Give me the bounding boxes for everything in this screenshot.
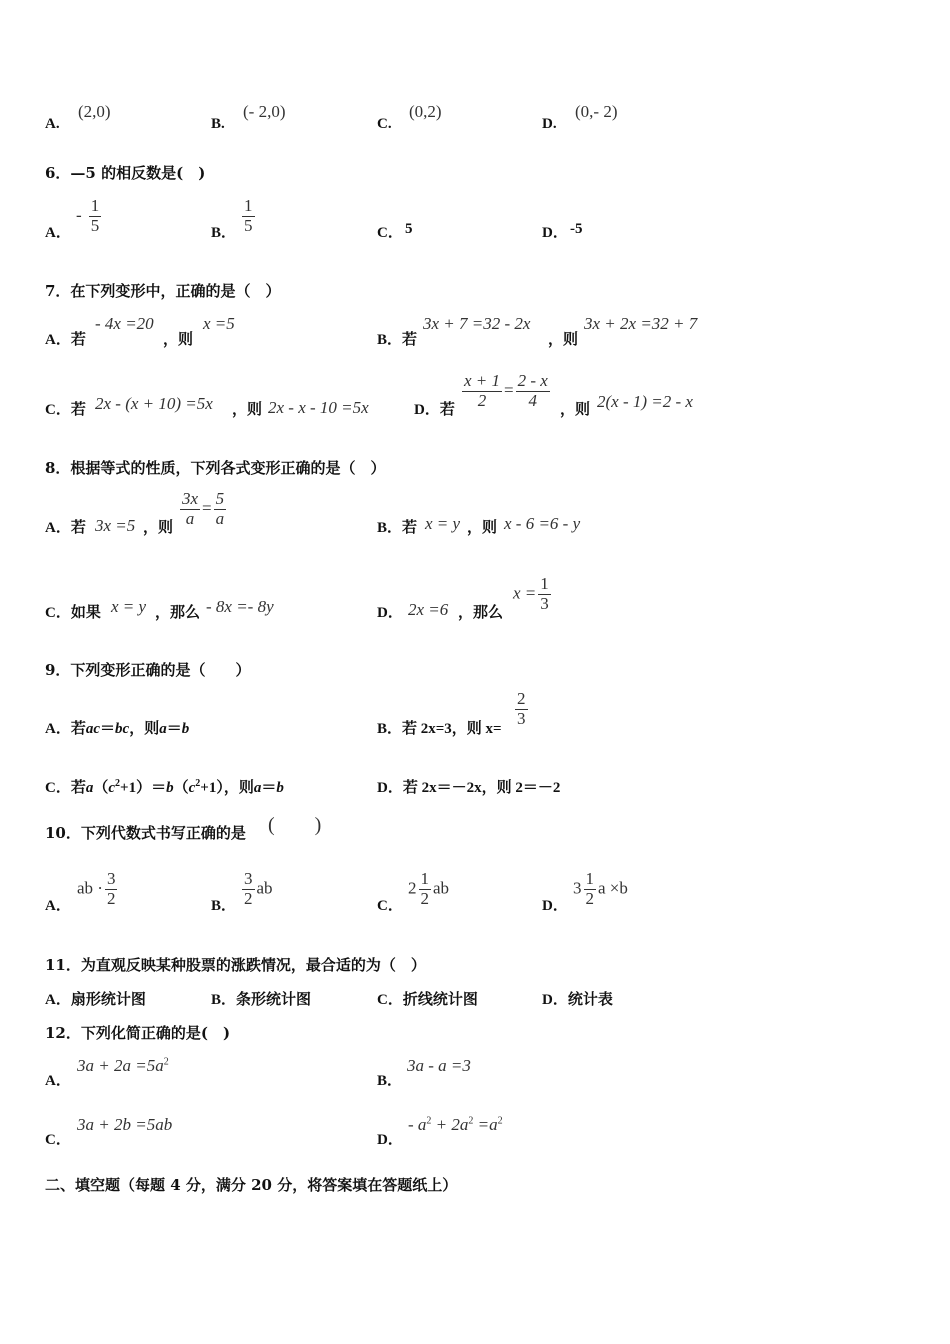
q10-option-b-fraction: $\frac{3}{2}$	[244, 869, 253, 908]
q10-options	[0, 868, 950, 918]
q10-option-b-label: B．	[211, 898, 237, 914]
q10-option-b-post: ab	[256, 878, 273, 898]
q10-option-c-fraction: $\frac{1}{2}$	[420, 869, 429, 908]
q7-option-a-expr2: x =5	[203, 314, 235, 333]
q8-option-a-then: ，则	[143, 520, 174, 536]
q9-stem: 9．下列变形正确的是（ ）	[45, 661, 251, 679]
q7-stem: 7．在下列变形中，正确的是（ ）	[45, 282, 281, 300]
q6-stem: 6．—5 的相反数是( )	[45, 164, 206, 182]
q5-option-c-label: C.	[377, 116, 392, 132]
q7-option-d-fraction-right: $\frac{2 - x}{4}$	[517, 371, 548, 410]
q5-option-a-expr: (2,0)	[78, 102, 111, 121]
q8-option-b-expr2: x - 6 =6 - y	[504, 514, 581, 533]
q8-option-a-fraction-left: $\frac{3x}{a}$	[182, 489, 199, 528]
q11-option-b: B．条形统计图	[211, 992, 312, 1008]
q12-option-d-expr: - $a^2 + 2a^2 =a^2$	[408, 1115, 503, 1134]
q8-stem: 8．根据等式的性质，下列各式变形正确的是（ ）	[45, 459, 386, 477]
q7-option-d-equals: =	[504, 380, 514, 400]
q8-option-d-fraction: $\frac{1}{3}$	[540, 574, 549, 613]
q12-option-c-label: C．	[45, 1132, 71, 1148]
q7-option-b-expr1: 3x + 7 =32 - 2x	[423, 314, 531, 333]
q12-option-b-label: B．	[377, 1073, 403, 1089]
q12-option-b-expr: 3a - a =3	[407, 1056, 471, 1075]
q6-option-a-sign: -	[76, 205, 82, 225]
q8-option-d-expr1: 2x =6	[408, 600, 449, 619]
q10-stem-row	[0, 808, 950, 848]
q6-option-c-value: 5	[405, 221, 413, 237]
q7-option-b-then: ，则	[548, 332, 579, 348]
section-2-title: 二、填空题（每题 4 分，满分 20 分，将答案填在答题纸上）	[45, 1176, 458, 1194]
q5-option-a-label: A.	[45, 116, 60, 132]
q11-option-d: D．统计表	[542, 992, 613, 1008]
q10-option-d-int: 3	[573, 878, 582, 898]
q10-stem: 10．下列代数式书写正确的是	[45, 824, 246, 842]
q10-option-d-post: a ×b	[598, 878, 628, 898]
q7-options-cd	[0, 370, 950, 425]
q7-options-ab	[0, 312, 950, 352]
q8-option-a-label: A．若	[45, 520, 86, 536]
q12-option-d-label: D．	[377, 1132, 403, 1148]
q10-option-a-fraction: $\frac{3}{2}$	[106, 869, 116, 908]
q8-option-c-expr2: - 8x =- 8y	[206, 597, 274, 616]
q9-option-b-label: B．若 2x=3，则 x=	[377, 721, 502, 737]
q7-option-d-then: ，则	[560, 402, 591, 418]
q5-option-b-label: B.	[211, 116, 225, 132]
q9-options-cd	[0, 772, 950, 802]
q6-option-d-label: D．	[542, 225, 568, 241]
q7-option-c-expr2: 2x - x - 10 =5x	[268, 398, 369, 417]
q11-option-a: A．扇形统计图	[45, 992, 146, 1008]
q8-option-c-then: ，那么	[155, 605, 201, 621]
q7-option-d-fraction-left: $\frac{x + 1}{2}$	[464, 371, 501, 410]
q7-option-a-label: A．若	[45, 332, 86, 348]
q6-option-b-label: B．	[211, 225, 237, 241]
q10-option-d-fraction: $\frac{1}{2}$	[585, 869, 594, 908]
q7-option-b-expr2: 3x + 2x =32 + 7	[584, 314, 698, 333]
q8-option-b-expr1: x = y	[425, 514, 461, 533]
q5-option-c-expr: (0,2)	[409, 102, 442, 121]
q10-option-a-pre: ab ·	[77, 878, 103, 898]
q11-option-c: C．折线统计图	[377, 992, 478, 1008]
q12-options-ab	[0, 1052, 950, 1092]
q9-option-c: C．若$a(c^2+1)=b(c^2+1)$，则a＝b	[45, 778, 284, 796]
q8-option-c-expr1: x = y	[111, 597, 147, 616]
q12-option-a-expr: $3a + 2a =5a^2$	[77, 1056, 169, 1075]
q8-option-a-fraction-right: $\frac{5}{a}$	[215, 489, 225, 528]
q8-options-ab	[0, 490, 950, 540]
q11-stem: 11．为直观反映某种股票的涨跌情况，最合适的为（ ）	[45, 956, 426, 974]
q10-option-c-int: 2	[408, 878, 417, 898]
q5-option-d-label: D.	[542, 116, 557, 132]
q12-option-c-expr: 3a + 2b =5ab	[77, 1115, 173, 1134]
q12-options-cd	[0, 1111, 950, 1151]
q8-option-d-lhs: x =	[513, 583, 537, 603]
q8-option-a-expr1: 3x =5	[95, 516, 136, 535]
q9-option-d: D．若 2x＝－2x，则 2＝－2	[377, 780, 561, 796]
q7-option-a-then: ，则	[163, 332, 194, 348]
q9-options-ab	[0, 690, 950, 740]
q7-option-d-label: D．若	[414, 402, 455, 418]
q8-option-c-label: C．如果	[45, 605, 101, 621]
q10-option-c-label: C．	[377, 898, 403, 914]
q5-option-d-expr: (0,- 2)	[575, 102, 618, 121]
q12-option-a-label: A．	[45, 1073, 71, 1089]
q11-options	[0, 988, 950, 1012]
q7-option-a-expr1: - 4x =20	[95, 314, 154, 333]
q7-option-c-then: ，则	[232, 402, 263, 418]
q8-option-d-then: ，那么	[458, 605, 504, 621]
q8-options-cd	[0, 575, 950, 625]
q7-option-b-label: B．若	[377, 332, 418, 348]
q10-option-d-label: D．	[542, 898, 568, 914]
q6-option-c-label: C．	[377, 225, 403, 241]
q7-option-d-expr2: 2(x - 1) =2 - x	[597, 392, 693, 411]
q5-options	[0, 100, 950, 140]
q9-option-a: A．若ac＝bc，则a＝b	[45, 721, 190, 737]
q6-option-d-value: -5	[570, 221, 583, 237]
q10-stem-paren: ( )	[268, 814, 322, 836]
q10-option-a-label: A．	[45, 898, 71, 914]
q12-stem: 12．下列化简正确的是( )	[45, 1024, 231, 1042]
q8-option-a-equals: =	[202, 498, 212, 518]
q6-options	[0, 195, 950, 245]
q5-option-b-expr: (- 2,0)	[243, 102, 286, 121]
q7-option-c-expr1: 2x - (x + 10) =5x	[95, 394, 213, 413]
q6-option-b-fraction: $\frac{1}{5}$	[244, 196, 253, 235]
q10-option-c-post: ab	[433, 878, 450, 898]
q8-option-d-label: D．	[377, 605, 403, 621]
q9-option-b-fraction: $\frac{2}{3}$	[517, 689, 526, 728]
q6-option-a-fraction: $\frac{1}{5}$	[90, 196, 100, 235]
q7-option-c-label: C．若	[45, 402, 86, 418]
q6-option-a-label: A．	[45, 225, 71, 241]
q8-option-b-label: B．若	[377, 520, 418, 536]
q8-option-b-then: ，则	[467, 520, 498, 536]
